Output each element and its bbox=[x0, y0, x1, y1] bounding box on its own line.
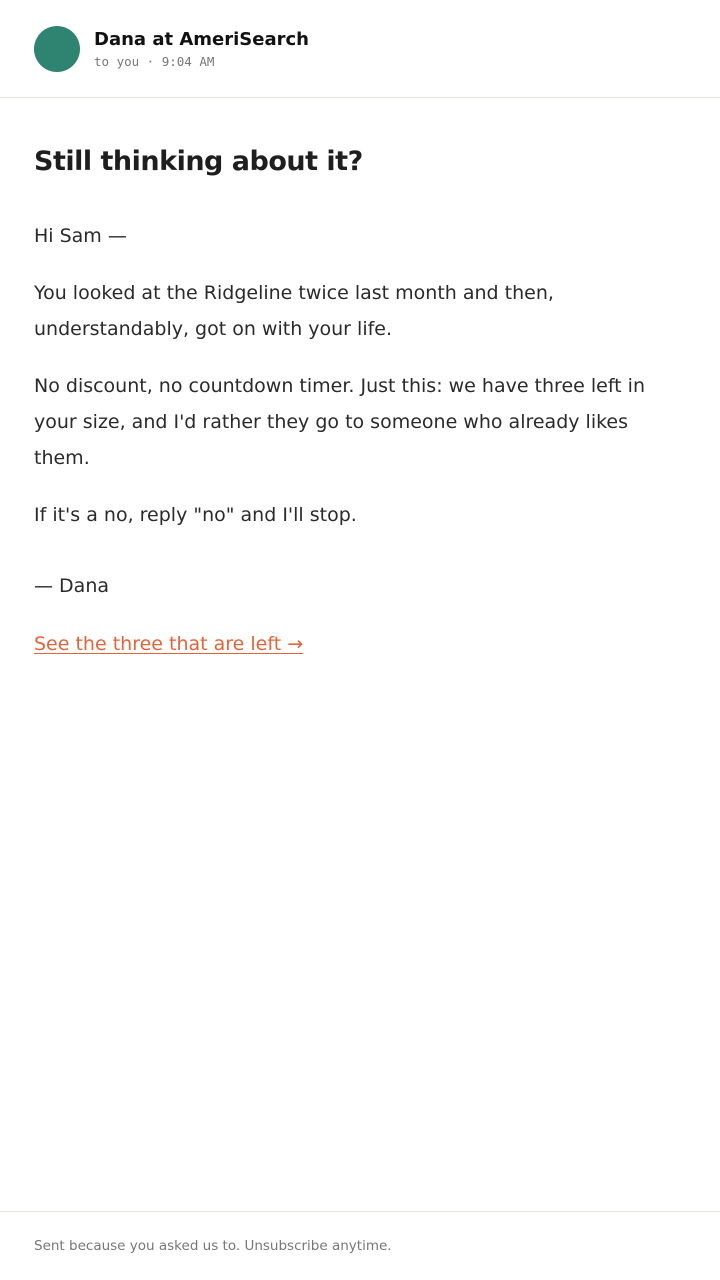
body-paragraph-1: You looked at the Ridgeline twice last month and then, understandably, got on with your life. bbox=[34, 282, 554, 340]
email-header bbox=[0, 0, 720, 98]
greeting: Hi Sam — bbox=[34, 225, 127, 247]
recipient-and-time: to you · 9:04 AM bbox=[94, 54, 215, 69]
body-paragraph-2: No discount, no countdown timer. Just this: we have three left in your size, and I'd rather they go to someone who already likes them. bbox=[34, 375, 645, 469]
sender-name: Dana at AmeriSearch bbox=[94, 29, 309, 50]
footer-note: Sent because you asked us to. Unsubscribe anytime. bbox=[34, 1238, 392, 1254]
sender-avatar bbox=[34, 26, 80, 72]
email-subject: Still thinking about it? bbox=[34, 146, 363, 177]
email-body bbox=[34, 140, 674, 662]
body-paragraph-3: If it's a no, reply "no" and I'll stop. bbox=[34, 504, 357, 526]
see-remaining-link[interactable]: See the three that are left → bbox=[34, 633, 304, 655]
signature: — Dana bbox=[34, 575, 109, 597]
email-footer bbox=[0, 1211, 720, 1280]
